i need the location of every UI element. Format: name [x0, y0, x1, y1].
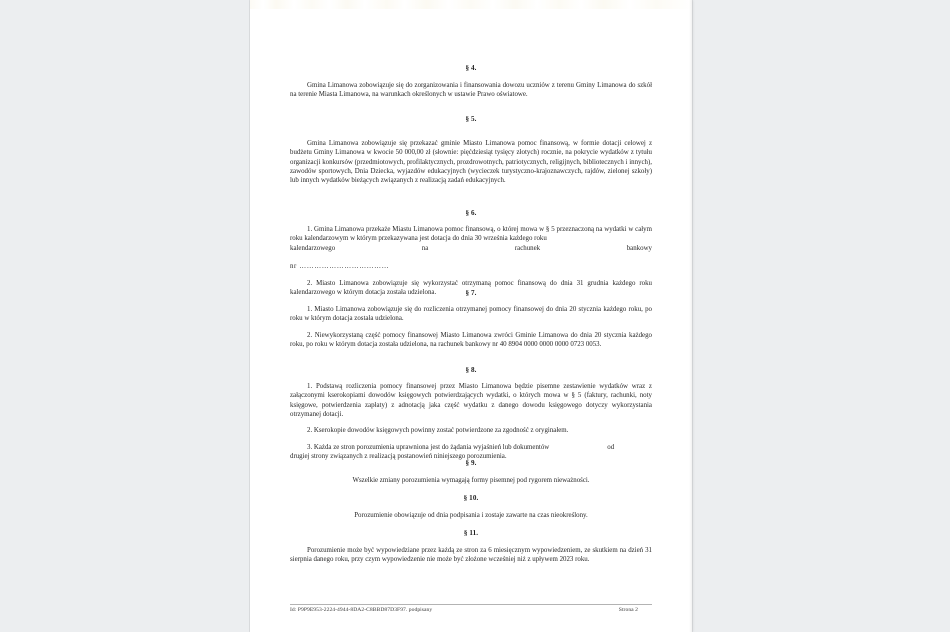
paragraph-par-8-p3-tail: drugiej strony związanych z realizacją postanowień niniejszego porozumienia. — [290, 453, 507, 461]
section-par-6 — [290, 209, 652, 297]
paragraph-par-7-p2: 2. Niewykorzystaną część pomocy finansowej Miasto Limanowa zwróci Gminie Limanowa do dnia 20 stycznia każdego roku, po roku w którym dotacja została udzielona, na rachunek bankowy nr 40 8904 0000 0000 0000 0723 0053. — [290, 331, 652, 349]
paragraph-par-10-p1: Porozumienie obowiązuje od dnia podpisania i zostaje zawarte na czas nieokreślony. — [354, 512, 588, 519]
paragraph-par-11-p1: Porozumienie może być wypowiedziane przez każdą ze stron za 6 miesięcznym wypowiedzeniem, ze skutkiem na dzień 31 sierpnia danego roku, przy czym wypowiedzenie nie może być złożone wcześniej niż z upływem 2023 roku. — [290, 547, 652, 564]
page-footer — [290, 604, 652, 614]
paragraph-par-8-p3-lead-tail: od — [607, 443, 615, 451]
paragraph-par-4-p1: Gmina Limanowa zobowiązuje się do zorganizowania i finansowania dowozu uczniów z terenu Gminy Limanowa do szkół na terenie Miasta Limanowa, na warunkach określonych w ustawie Prawo oświatowe. — [290, 82, 652, 99]
paragraph-par-8-p3-lead — [290, 443, 652, 452]
scan-artifact-right-edge — [689, 0, 692, 632]
section-heading-par-11: § 11. — [463, 529, 479, 537]
section-heading-par-5: § 5. — [465, 115, 477, 123]
section-heading-par-9: § 9. — [465, 459, 477, 467]
section-heading-par-10: § 10. — [463, 494, 479, 502]
footer-page-number: Strona 2 — [618, 607, 638, 613]
paragraph-par-8-p2: 2. Kserokopie dowodów księgowych powinny zostać potwierdzone za zgodność z oryginałem. — [307, 427, 569, 435]
page-content — [290, 0, 652, 632]
paragraph-par-6-p1-lead: 1. Gmina Limanowa przekaże Miastu Limanowa pomoc finansową, o której mowa w § 5 przeznaczoną na wydatki w całym roku kalendarzowym w którym przekazywana jest dotacja do dnia 30 września każdego roku — [290, 226, 652, 243]
section-heading-par-7: § 7. — [465, 289, 477, 297]
section-par-5 — [290, 115, 652, 186]
document-page — [250, 0, 692, 632]
section-par-9 — [290, 459, 652, 485]
section-heading-par-6: § 6. — [465, 209, 477, 217]
section-par-8 — [290, 366, 652, 461]
section-par-7 — [290, 289, 652, 349]
paragraph-par-8-p3-lead-text: 3. Każda ze stron porozumienia uprawniona jest do żądania wyjaśnień lub dokumentów — [307, 443, 550, 451]
paragraph-par-7-p1: 1. Miasto Limanowa zobowiązuje się do rozliczenia otrzymanej pomocy finansowej do dnia 20 stycznia każdego roku, po roku w którym dotacja została udzielona. — [290, 306, 652, 323]
footer-row — [290, 607, 652, 613]
paragraph-par-5-p1: Gmina Limanowa zobowiązuje się przekazać gminie Miasto Limanowa pomoc finansową, w formie dotacji celowej z budżetu Gminy Limanowa w kwocie 50 000,00 zł (słownie: pięćdziesiąt tysięcy złotych) rocznie, na pokrycie wydatków z tytułu organizacji konkursów (przedmiotowych, profilaktycznych, prozdrowotnych, patriotycznych, religijnych, bibliotecznych i innych), zawodów sportowych, Dnia Dziecka, wyjazdów edukacyjnych (wycieczek turystyczno-krajoznawczych, rajdów, zielonej szkoły) lub innych wydatków bieżących związanych z realizacją zadań edukacyjnych. — [290, 140, 652, 185]
section-par-10 — [290, 494, 652, 520]
footer-divider — [290, 604, 652, 605]
section-par-11 — [290, 529, 652, 565]
paragraph-par-6-p1-tail: nr ……………………………… — [290, 263, 390, 271]
footer-document-id: Id: P9P9E953-2224-4944-8DA2-C8BBD87D3F97. podpisany — [290, 607, 433, 613]
paragraph-par-6-p2: 2. Miasto Limanowa zobowiązuje się wykorzystać otrzymaną pomoc finansową do dnia 31 grudnia każdego roku kalendarzowego w którym dotacja została udzielona. — [290, 279, 652, 297]
section-heading-par-8: § 8. — [465, 366, 477, 374]
paragraph-par-9-p1: Wszelkie zmiany porozumienia wymagają formy pisemnej pod rygorem nieważności. — [352, 477, 590, 484]
section-heading-par-4: § 4. — [465, 64, 477, 72]
paragraph-par-6-p1-stretched: kalendarzowego na rachunek bankowy — [290, 244, 652, 252]
paragraph-par-8-p1: 1. Podstawą rozliczenia pomocy finansowej przez Miasto Limanowa będzie pisemne zestawienie wydatków wraz z załączonymi kserokopiami dowodów księgowych potwierdzających wydatki, o których mowa w § 5 (faktury, rachunki, noty księgowe, potwierdzenia zapłaty) z adnotacją jaka część wydatku z danego dowodu księgowego dotyczy wykorzystania otrzymanej dotacji. — [290, 383, 652, 419]
section-par-4 — [290, 64, 652, 100]
